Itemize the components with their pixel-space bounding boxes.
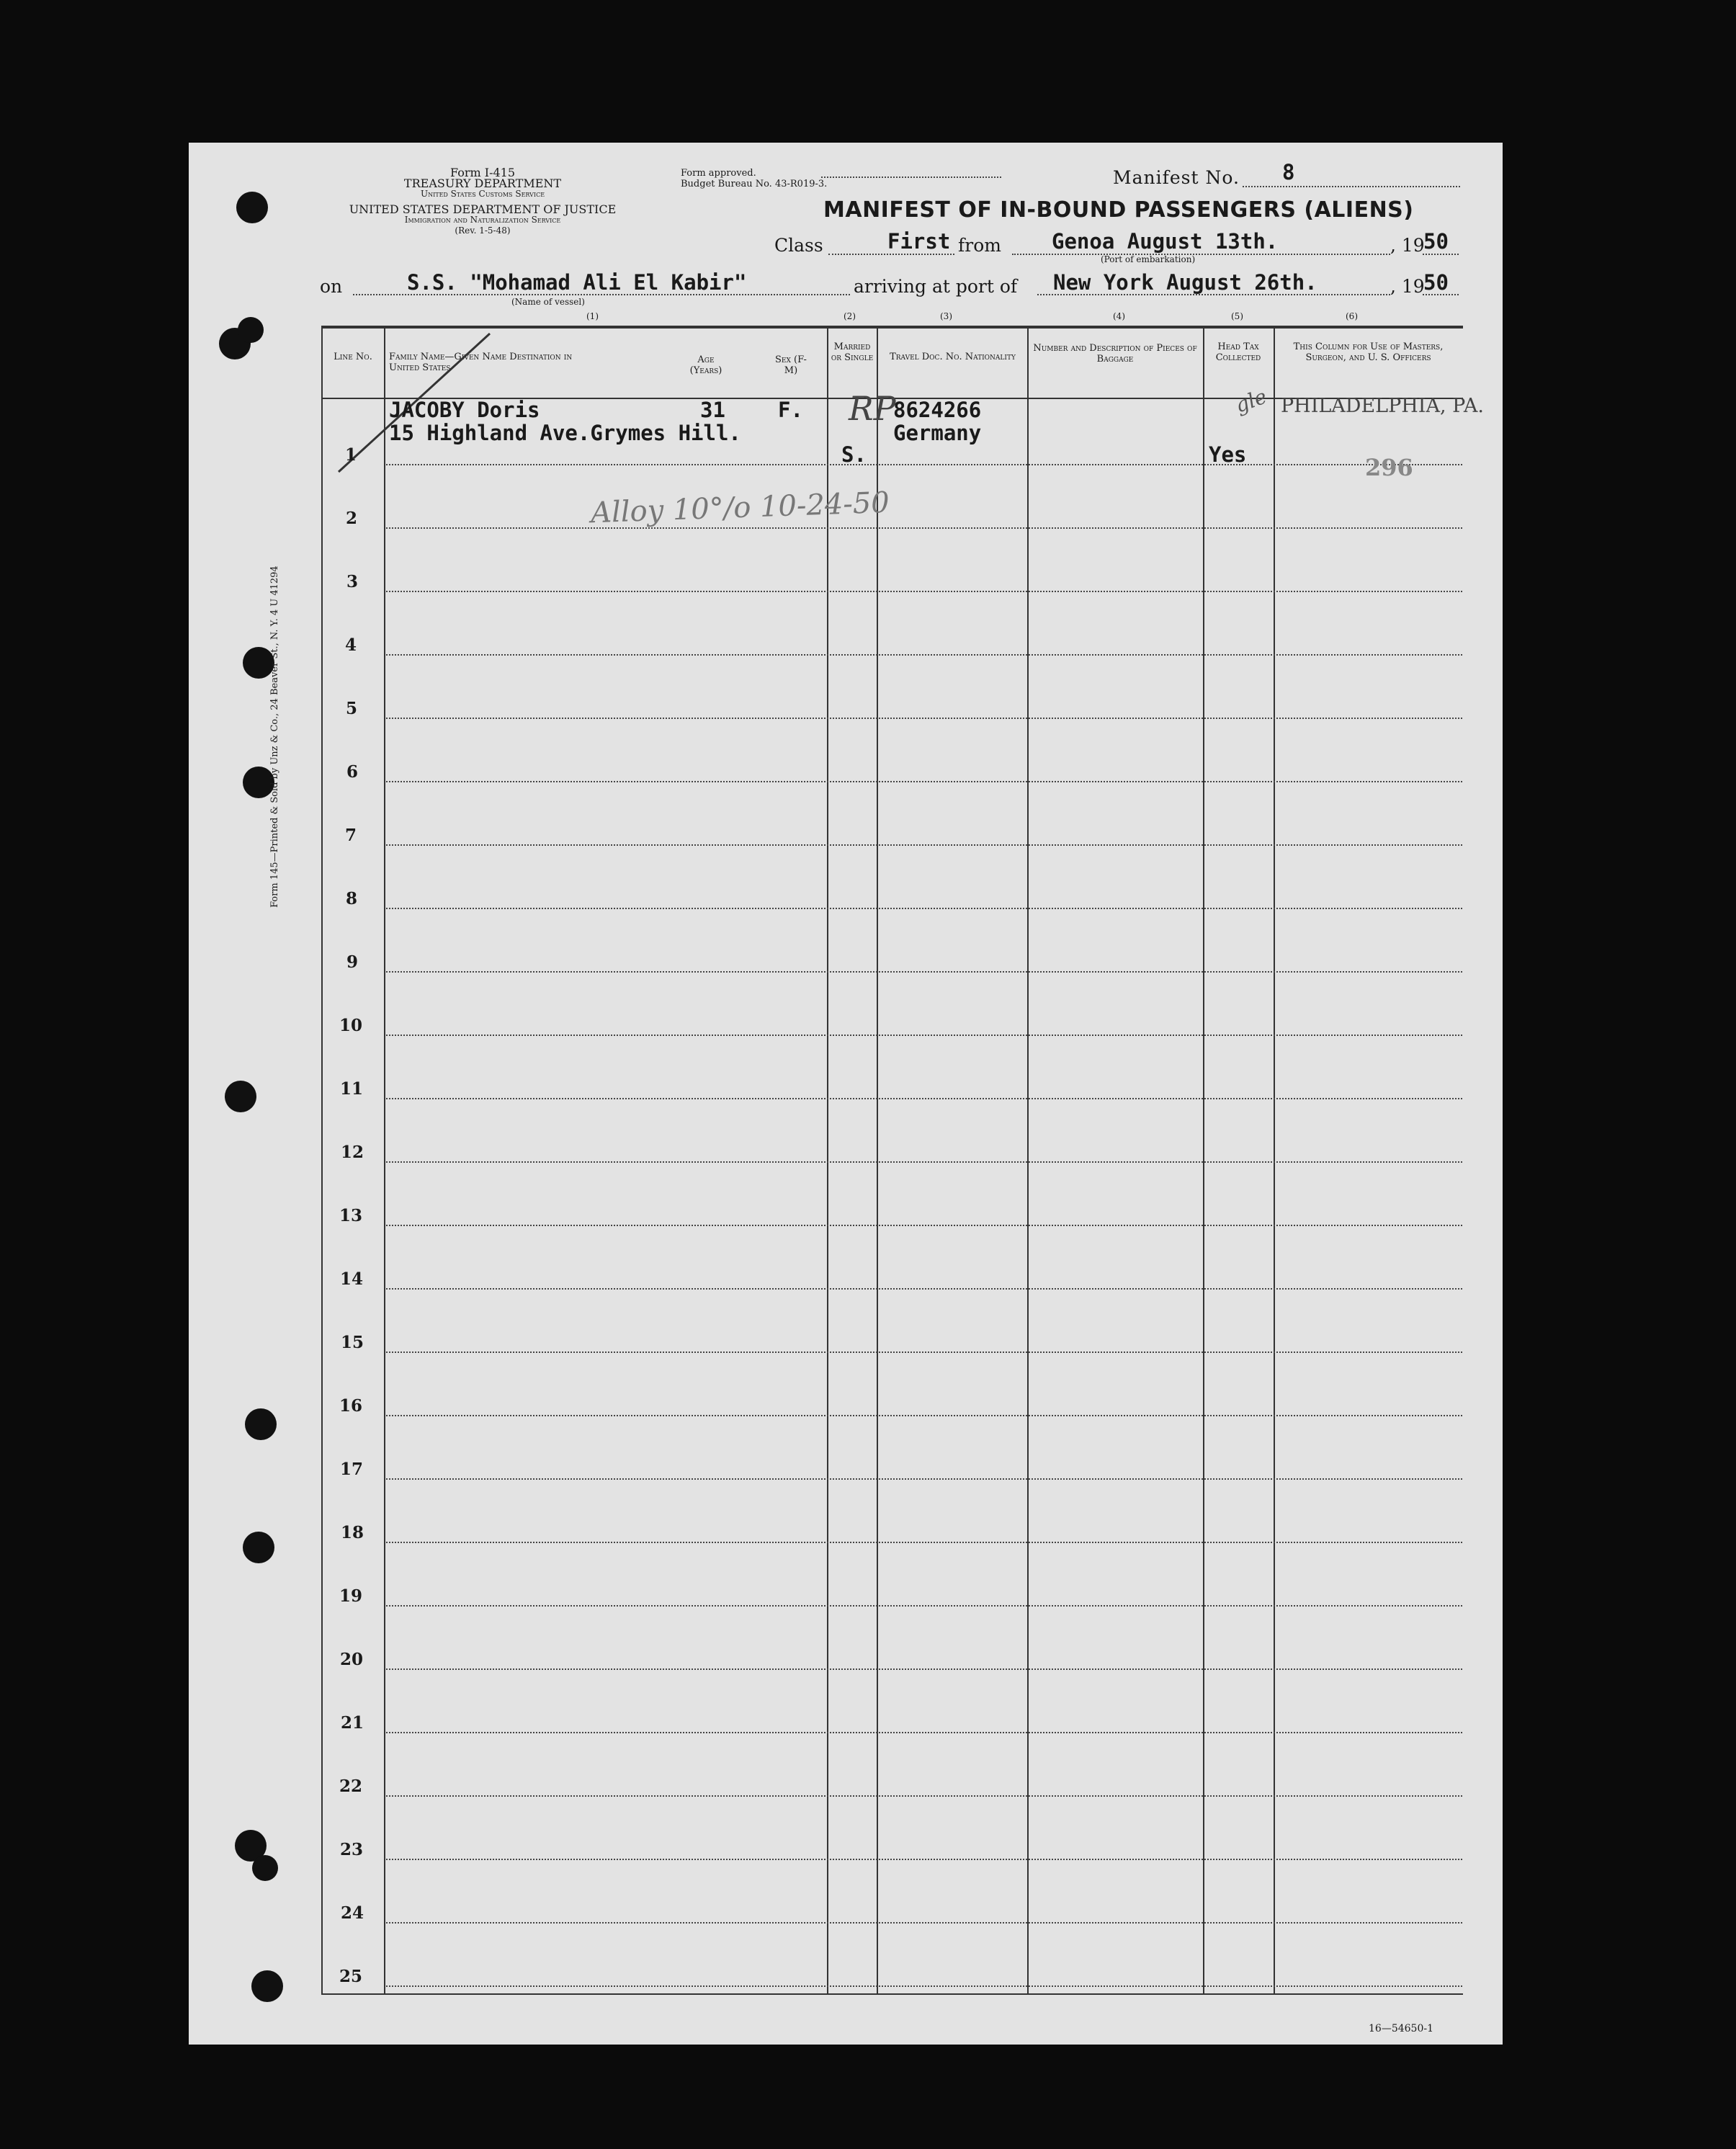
line-number: 10 — [339, 1016, 362, 1035]
year-of-departure: 50 — [1423, 229, 1449, 254]
column-number-4: (4) — [1113, 311, 1125, 321]
port-of-embarkation: Genoa August 13th. — [1052, 229, 1279, 254]
column-number-1: (1) — [586, 311, 599, 321]
row-dotted-line — [386, 527, 1462, 529]
line-number: 25 — [339, 1967, 362, 1986]
arriving-label: arriving at port of — [854, 276, 1018, 297]
passenger-head-tax: Yes — [1209, 442, 1247, 467]
row-dotted-line — [386, 1478, 1462, 1480]
line-number: 1 — [344, 445, 357, 465]
line-number: 6 — [346, 762, 358, 782]
budget-bureau-number: Budget Bureau No. 43-R019-3. — [681, 179, 828, 189]
department-treasury-sub: United States Customs Service — [420, 189, 545, 199]
row-dotted-line — [386, 908, 1462, 909]
row-dotted-line — [386, 591, 1462, 592]
row-dotted-line — [386, 654, 1462, 656]
row-dotted-line — [386, 1668, 1462, 1670]
passenger-marital-status: S. — [841, 442, 867, 467]
punch-hole — [252, 1855, 278, 1881]
punch-hole — [245, 1408, 277, 1440]
line-number: 13 — [339, 1206, 362, 1225]
column-header-travel-doc: Travel Doc. No. Nationality — [890, 352, 1016, 362]
approval-line: Form approved. — [681, 168, 756, 179]
row-dotted-line — [386, 1859, 1462, 1860]
handwritten-rp: RP — [849, 389, 896, 428]
row-dotted-line — [386, 1161, 1462, 1163]
department-treasury: TREASURY DEPARTMENT — [403, 177, 562, 190]
department-justice: UNITED STATES DEPARTMENT OF JUSTICE — [349, 202, 617, 216]
department-justice-sub: Immigration and Naturalization Service — [404, 215, 561, 225]
column-header-baggage: Number and Description of Pieces of Baggage — [1033, 343, 1197, 365]
passenger-travel-doc: 8624266 — [893, 398, 982, 422]
row-dotted-line — [386, 971, 1462, 973]
row-dotted-line — [386, 1605, 1462, 1607]
line-number: 11 — [339, 1079, 363, 1099]
column-header-married: Married or Single — [831, 341, 874, 363]
line-number: 19 — [339, 1586, 362, 1606]
row-dotted-line — [386, 1732, 1462, 1733]
row-dotted-line — [386, 1098, 1462, 1099]
passenger-nationality: Germany — [893, 421, 982, 445]
line-number: 18 — [340, 1523, 364, 1542]
line-number: 8 — [345, 889, 357, 908]
printer-imprint: Form 145—Printed & Sold by Unz & Co., 24 Beaver St., N. Y. 4 U 41294 — [269, 566, 280, 908]
handwritten-note: Alloy 10°/o 10-24-50 — [590, 486, 890, 530]
year-prefix: , 19 — [1390, 276, 1425, 297]
row-dotted-line — [386, 1351, 1462, 1353]
line-number: 21 — [340, 1713, 364, 1733]
handwritten-initials: gle — [1232, 384, 1270, 418]
from-label: from — [958, 235, 1001, 256]
vessel-note: (Name of vessel) — [511, 297, 585, 307]
line-number: 23 — [339, 1840, 363, 1859]
class-label: Class — [774, 235, 823, 256]
column-header-name: Family Name—Given Name Destination in United States — [389, 352, 573, 373]
year-of-arrival: 50 — [1423, 270, 1449, 295]
row-dotted-line — [386, 1985, 1462, 1987]
row-dotted-line — [386, 1415, 1462, 1416]
row-dotted-line — [386, 1288, 1462, 1290]
row-dotted-line — [386, 718, 1462, 719]
line-number: 7 — [344, 826, 357, 845]
manifest-number: 8 — [1282, 160, 1295, 184]
column-number-5: (5) — [1231, 311, 1243, 321]
officer-stamp: PHILADELPHIA, PA. — [1281, 395, 1484, 417]
year-prefix: , 19 — [1390, 235, 1425, 256]
line-number: 12 — [340, 1143, 364, 1162]
form-revision: (Rev. 1-5-48) — [455, 225, 511, 236]
row-dotted-line — [386, 464, 1462, 465]
row-dotted-line — [386, 1922, 1462, 1924]
line-number: 15 — [340, 1333, 364, 1352]
line-number: 16 — [339, 1396, 362, 1416]
line-number: 24 — [340, 1903, 364, 1923]
row-dotted-line — [386, 844, 1462, 846]
punch-hole — [243, 1532, 274, 1563]
row-dotted-line — [386, 781, 1462, 782]
row-dotted-line — [386, 1542, 1462, 1543]
punch-hole — [225, 1081, 256, 1112]
port-embarkation-note: (Port of embarkation) — [1101, 254, 1196, 264]
punch-hole — [251, 1970, 283, 2002]
page-title: MANIFEST OF IN-BOUND PASSENGERS (ALIENS) — [823, 197, 1414, 223]
column-header-officers: This Column for Use of Masters, Surgeon, and U. S. Officers — [1293, 341, 1444, 363]
line-number: 20 — [339, 1650, 363, 1669]
passenger-sex: F. — [778, 398, 803, 422]
passenger-name: JACOBY Doris — [389, 398, 540, 422]
table-bottom-rule — [321, 1993, 1463, 1995]
punch-hole — [238, 317, 264, 343]
on-label: on — [320, 276, 343, 297]
column-header-age: Age (Years) — [689, 354, 722, 376]
line-number: 9 — [346, 952, 358, 972]
column-number-3: (3) — [940, 311, 952, 321]
form-number: Form I-415 — [449, 166, 516, 179]
passenger-destination: 15 Highland Ave.Grymes Hill. — [389, 421, 741, 445]
column-header-sex: Sex (F-M) — [775, 354, 807, 376]
passenger-age: 31 — [700, 398, 725, 422]
vessel-name: S.S. "Mohamad Ali El Kabir" — [407, 270, 747, 295]
form-print-code: 16—54650-1 — [1369, 2023, 1433, 2034]
line-number: 14 — [339, 1269, 363, 1289]
line-number: 2 — [345, 509, 357, 528]
line-number: 17 — [339, 1460, 363, 1479]
column-header-line: Line No. — [334, 352, 372, 362]
line-number: 4 — [344, 635, 357, 655]
punch-hole — [236, 192, 268, 223]
line-number: 5 — [345, 699, 357, 718]
column-number-2: (2) — [844, 311, 856, 321]
column-header-head-tax: Head Tax Collected — [1215, 341, 1261, 363]
column-number-6: (6) — [1346, 311, 1358, 321]
arrival-port-date: New York August 26th. — [1053, 270, 1317, 295]
line-number: 22 — [339, 1777, 362, 1796]
row-dotted-line — [386, 1795, 1462, 1797]
row-dotted-line — [386, 1035, 1462, 1036]
class-value: First — [887, 229, 951, 254]
line-number: 3 — [346, 572, 358, 591]
officer-number: 296 — [1365, 454, 1413, 481]
manifest-number-label: Manifest No. — [1113, 167, 1240, 188]
row-dotted-line — [386, 1225, 1462, 1226]
